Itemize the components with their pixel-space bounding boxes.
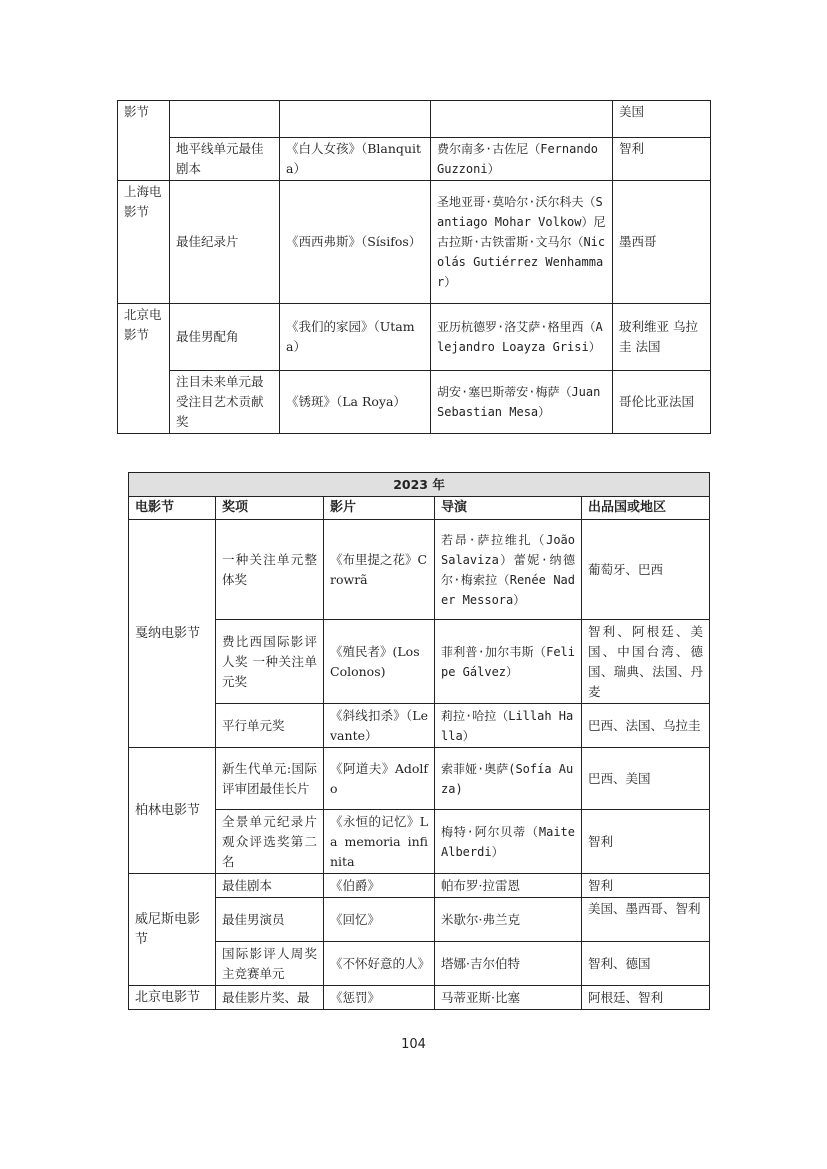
table-header-row — [129, 497, 710, 520]
awards-table-continued — [117, 100, 711, 434]
film-cell: 《殖民者》(Los Colonos) — [324, 620, 435, 704]
award-cell: 最佳影片奖、最 — [216, 986, 324, 1010]
table-row — [129, 942, 710, 986]
director-cell: 梅特·阿尔贝蒂（Maite Alberdi） — [435, 810, 582, 874]
director-cell: 帕布罗·拉雷恩 — [435, 874, 582, 898]
award-cell: 全景单元纪录片观众评选奖第二名 — [216, 810, 324, 874]
director-cell: 莉拉·哈拉（Lillah Halla） — [435, 704, 582, 748]
award-cell: 平行单元奖 — [216, 704, 324, 748]
country-cell: 美国 — [613, 101, 711, 138]
festival-cell: 戛纳电影节 — [129, 520, 216, 748]
table-row — [129, 874, 710, 898]
country-cell: 智利、阿根廷、美国、中国台湾、德国、瑞典、法国、丹麦 — [582, 620, 710, 704]
country-cell: 墨西哥 — [613, 181, 711, 304]
film-cell: 《白人女孩》（Blanquita） — [280, 138, 431, 181]
director-cell: 亚历杭德罗·洛艾萨·格里西（Alejandro Loayza Grisi） — [431, 304, 613, 371]
column-header: 出品国或地区 — [582, 497, 710, 520]
year-title: 2023 年 — [129, 473, 710, 497]
table-row — [129, 898, 710, 942]
film-cell: 《惩罚》 — [324, 986, 435, 1010]
film-cell: 《回忆》 — [324, 898, 435, 942]
table-row — [129, 748, 710, 810]
country-cell: 智利、德国 — [582, 942, 710, 986]
festival-cell: 威尼斯电影节 — [129, 874, 216, 986]
film-cell: 《永恒的记忆》La memoria infinita — [324, 810, 435, 874]
film-cell: 《伯爵》 — [324, 874, 435, 898]
country-cell: 巴西、法国、乌拉圭 — [582, 704, 710, 748]
country-cell: 智利 — [613, 138, 711, 181]
table-row — [118, 138, 711, 181]
film-cell: 《我们的家园》（Utama） — [280, 304, 431, 371]
festival-cell: 北京电影节 — [129, 986, 216, 1010]
country-cell: 美国、墨西哥、智利 — [582, 898, 710, 942]
film-cell: 《锈斑》（La Roya） — [280, 371, 431, 434]
director-cell: 圣地亚哥·莫哈尔·沃尔科夫（Santiago Mohar Volkow）尼古拉斯·古铁雷斯·文马尔（Nicolás Gutiérrez Wenhammar） — [431, 181, 613, 304]
director-cell: 马蒂亚斯·比塞 — [435, 986, 582, 1010]
table-row — [129, 704, 710, 748]
festival-cell: 影节 — [118, 101, 170, 181]
film-cell: 《西西弗斯》（Sísifos） — [280, 181, 431, 304]
page-number: 104 — [401, 1037, 426, 1052]
director-cell: 若昂·萨拉维扎（João Salaviza）蕾妮·纳德尔·梅索拉（Renée Nader Messora） — [435, 520, 582, 620]
table-row — [118, 101, 711, 138]
table-row — [129, 986, 710, 1010]
award-cell: 最佳剧本 — [216, 874, 324, 898]
column-header: 电影节 — [129, 497, 216, 520]
festival-cell: 柏林电影节 — [129, 748, 216, 874]
award-cell: 地平线单元最佳剧本 — [170, 138, 280, 181]
table-row — [129, 520, 710, 620]
award-cell: 注目未来单元最受注目艺术贡献奖 — [170, 371, 280, 434]
country-cell: 智利 — [582, 874, 710, 898]
award-cell: 最佳男演员 — [216, 898, 324, 942]
award-cell — [170, 101, 280, 138]
award-cell: 费比西国际影评人奖 一种关注单元奖 — [216, 620, 324, 704]
director-cell: 胡安·塞巴斯蒂安·梅萨（Juan Sebastian Mesa） — [431, 371, 613, 434]
director-cell: 菲利普·加尔韦斯（Felipe Gálvez） — [435, 620, 582, 704]
film-cell: 《阿道夫》Adolfo — [324, 748, 435, 810]
table-row — [118, 304, 711, 371]
country-cell: 巴西、美国 — [582, 748, 710, 810]
film-cell: 《不怀好意的人》 — [324, 942, 435, 986]
table-row — [129, 810, 710, 874]
country-cell: 哥伦比亚法国 — [613, 371, 711, 434]
film-cell: 《布里提之花》Crowrã — [324, 520, 435, 620]
award-cell: 最佳纪录片 — [170, 181, 280, 304]
award-cell: 国际影评人周奖 主竞赛单元 — [216, 942, 324, 986]
director-cell: 费尔南多·古佐尼（Fernando Guzzoni） — [431, 138, 613, 181]
table-row — [118, 371, 711, 434]
column-header: 影片 — [324, 497, 435, 520]
award-cell: 新生代单元:国际评审团最佳长片 — [216, 748, 324, 810]
table-row — [118, 181, 711, 304]
award-cell: 一种关注单元整体奖 — [216, 520, 324, 620]
director-cell: 索菲娅·奥萨(Sofía Auza) — [435, 748, 582, 810]
festival-cell: 上海电影节 — [118, 181, 170, 304]
awards-table-2023 — [128, 472, 710, 1010]
column-header: 奖项 — [216, 497, 324, 520]
award-cell: 最佳男配角 — [170, 304, 280, 371]
director-cell — [431, 101, 613, 138]
director-cell: 米歇尔·弗兰克 — [435, 898, 582, 942]
column-header: 导演 — [435, 497, 582, 520]
table-year-header — [129, 473, 710, 497]
country-cell: 阿根廷、智利 — [582, 986, 710, 1010]
table-row — [129, 620, 710, 704]
festival-cell: 北京电影节 — [118, 304, 170, 434]
country-cell: 玻利维亚 乌拉圭 法国 — [613, 304, 711, 371]
country-cell: 葡萄牙、巴西 — [582, 520, 710, 620]
country-cell: 智利 — [582, 810, 710, 874]
director-cell: 塔娜·吉尔伯特 — [435, 942, 582, 986]
film-cell: 《斜线扣杀》（Levante） — [324, 704, 435, 748]
film-cell — [280, 101, 431, 138]
